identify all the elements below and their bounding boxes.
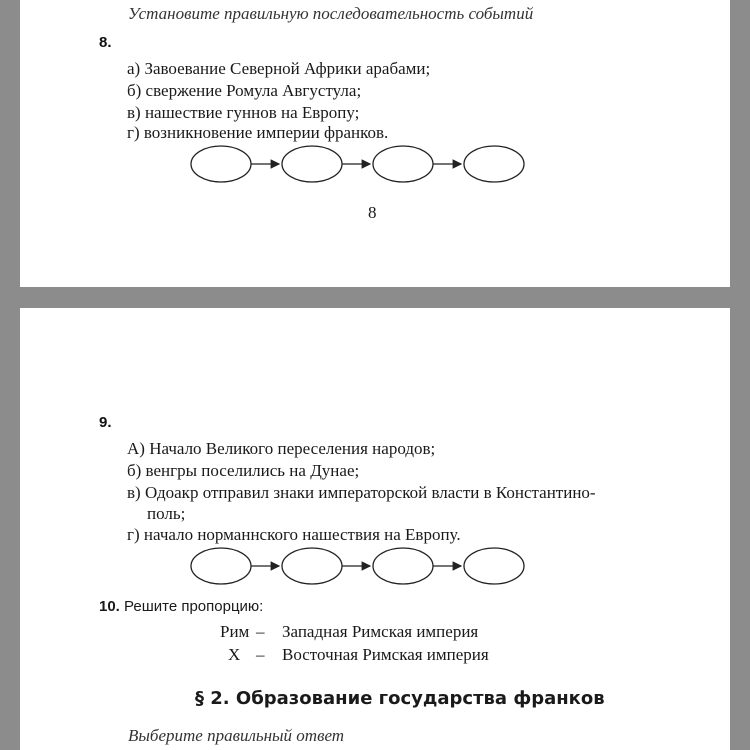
answer-oval-1[interactable]: [191, 146, 251, 182]
task-9-answer-chain: [188, 546, 528, 586]
page-number: 8: [368, 203, 377, 222]
next-instruction: Выберите правильный ответ: [128, 726, 345, 745]
answer-oval-1[interactable]: [191, 548, 251, 584]
proportion-row-2: [228, 644, 489, 666]
proportion-dash-1: –: [256, 622, 265, 641]
task-9-item-a: А) Начало Великого переселения народов;: [127, 439, 436, 458]
answer-oval-2[interactable]: [282, 548, 342, 584]
task-8-answer-chain: [188, 144, 528, 184]
proportion-left-2: Х: [228, 645, 241, 664]
page-2: [20, 308, 730, 750]
task-10-number: 10.: [99, 598, 120, 615]
proportion-left-1: Рим: [220, 622, 250, 641]
task-9-number: 9.: [99, 414, 112, 431]
task-9-item-b: б) венгры поселились на Дунае;: [127, 461, 360, 480]
task-8-item-b: б) свержение Ромула Августула;: [127, 81, 362, 100]
task-10: [99, 598, 263, 615]
proportion-right-1: Западная Римская империя: [282, 622, 479, 641]
proportion-right-2: Восточная Римская империя: [282, 645, 489, 664]
task-9-item-c: в) Одоакр отправил знаки императорской власти в Константино-: [127, 483, 596, 502]
task-8-number: 8.: [99, 34, 112, 51]
instruction-text: Установите правильную последовательность событий: [128, 4, 534, 23]
answer-oval-4[interactable]: [464, 146, 524, 182]
task-10-text: Решите пропорцию:: [124, 598, 264, 615]
task-8-item-a: а) Завоевание Северной Африки арабами;: [127, 59, 431, 78]
proportion-row-1: [220, 621, 478, 643]
task-8-item-d: г) возникновение империи франков.: [127, 123, 389, 142]
answer-oval-3[interactable]: [373, 146, 433, 182]
task-8-item-c: в) нашествие гуннов на Европу;: [127, 103, 360, 122]
task-9-item-d: г) начало норманнского нашествия на Европу.: [127, 525, 461, 544]
answer-oval-2[interactable]: [282, 146, 342, 182]
task-9-item-c-continued: поль;: [147, 504, 186, 523]
answer-oval-3[interactable]: [373, 548, 433, 584]
page-1: [20, 0, 730, 287]
proportion-dash-2: –: [256, 645, 265, 664]
section-heading: § 2. Образование государства франков: [195, 688, 605, 709]
answer-oval-4[interactable]: [464, 548, 524, 584]
